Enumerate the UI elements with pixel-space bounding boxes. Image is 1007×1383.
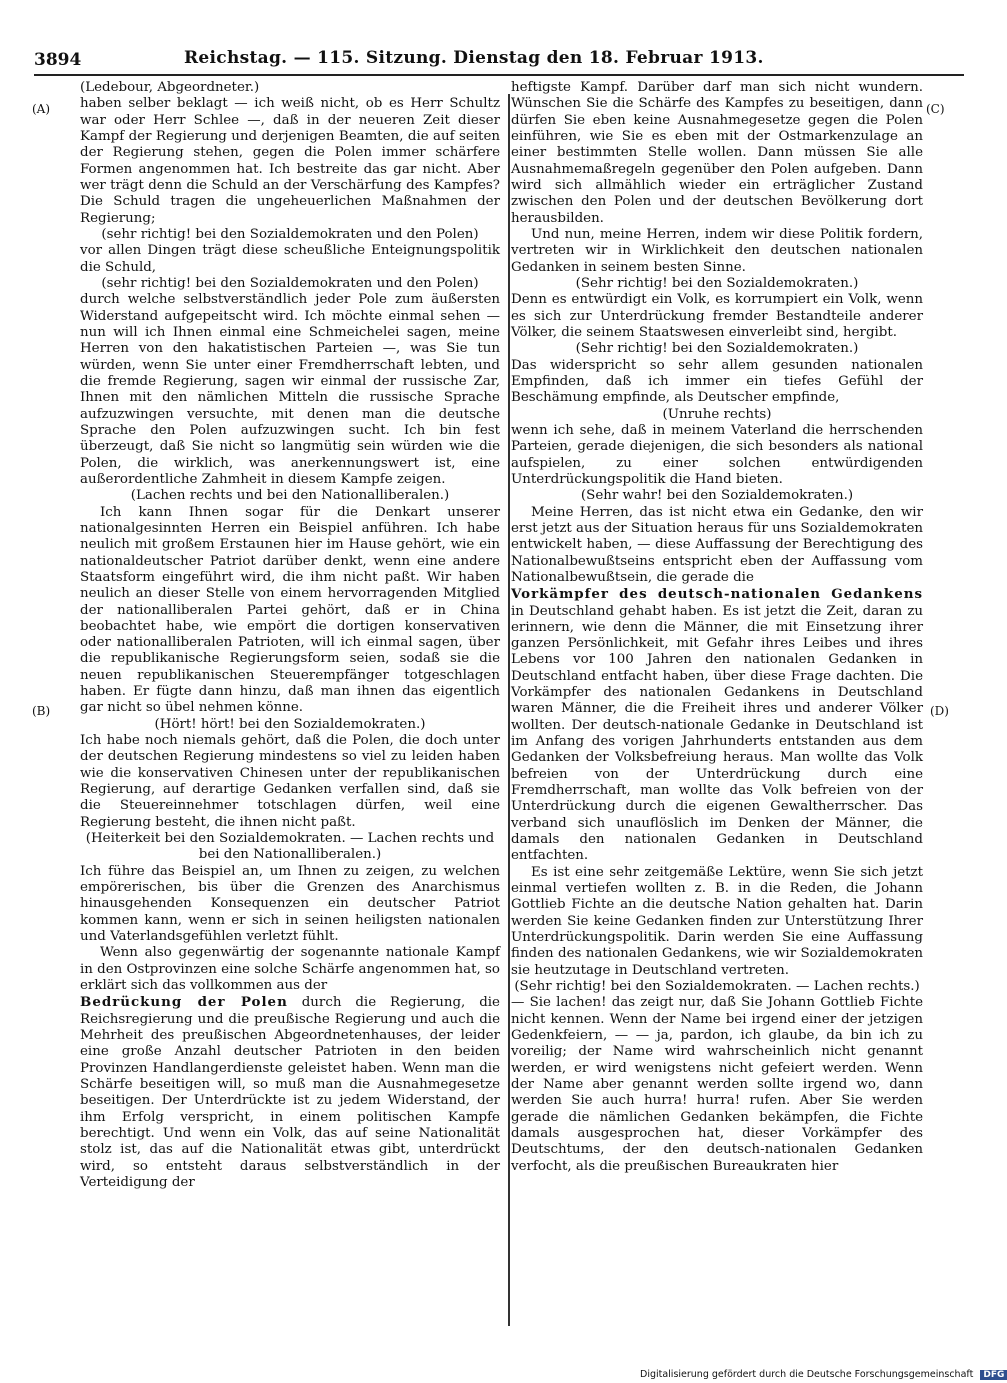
emphasized-phrase: Vorkämpfer des deutsch-nationalen Gedankens — [511, 586, 923, 603]
paragraph: Ich kann Ihnen sogar für die Denkart unserer nationalgesinnten Herren ein Beispiel anführen. Ich habe neulich mit großem Erstaunen hier im Hause gehört, wie ein nationaldeutscher Patriot darüber denkt, wenn eine andere Staatsform eingeführt wird, die ihm nicht paßt. Wir haben neulich an dieser Stelle von einem hervorragenden Mitglied der nationalliberalen Partei gehört, daß er in China beobachtet habe, wie empört die dortigen konservativen oder nationalliberalen Patrioten, will ich einmal sagen, über die republikanische Regierungsform seien, sodaß sie die neuen republikanischen Steuerempfänger totgeschlagen haben. Er fügte dann hinzu, daß man ihnen das eigentlich gar nicht so übel nehmen könne. — [80, 504, 500, 716]
right-column — [511, 80, 923, 1175]
paragraph: Ich habe noch niemals gehört, daß die Polen, die doch unter der deutschen Regierung mindestens so viel zu leiden haben wie die konservativen Chinesen unter der republikanischen Regierung, auf derartige Gedanken verfallen sind, daß sie die Steuereinnehmer totschlagen dürfen, weil eine Regierung besteht, die ihnen nicht paßt. — [80, 733, 500, 830]
interjection: (Sehr richtig! bei den Sozialdemokraten.) — [575, 275, 859, 291]
paragraph-text: in Deutschland gehabt haben. Es ist jetzt die Zeit, daran zu erinnern, wie denn die Männer, die mit Einsetzung ihrer ganzen Persönlichkeit, mit Gefahr ihres Leibes und ihres Lebens vor 100 Jahren den nationalen Gedanken in Deutschland entfacht haben, über diese Frage dachten. Die Vorkämpfer des nationalen Gedankens in Deutschland waren Männer, die die Freiheit ihres und anderer Völker wollten. Der deutsch-nationale Gedanke in Deutschland ist im Anfang des vorigen Jahrhunderts entstanden aus dem Gedanken der Volksbefreiung heraus. Man wollte das Volk befreien von der Unterdrückung durch eine Fremdherrschaft, man wollte das Volk befreien von der Unterdrückung durch die eigenen Gewaltherrscher. Das verband sich unauflöslich im Denken der Männer, die damals den nationalen Gedanken in Deutschland entfachten. — [511, 603, 923, 864]
interjection: (Hört! hört! bei den Sozialdemokraten.) — [154, 716, 426, 732]
footer-credit — [640, 1369, 1005, 1380]
paragraph: Meine Herren, das ist nicht etwa ein Gedanke, den wir erst jetzt aus der Situation heraus für uns Sozialdemokraten entwickelt haben, — diese Auffassung der Berechtigung des Nationalbewußtseins entspricht eben der Auffassung vom Nationalbewußtsein, die gerade die — [511, 504, 923, 585]
paragraph: haben selber beklagt — ich weiß nicht, ob es Herr Schultz war oder Herr Schlee —, daß in der neueren Zeit dieser Kampf der Regierung und derjenigen Beamten, die auf seiten der Regierung stehen, gegen die Polen immer schärfere Formen angenommen hat. Ich bestreite das gar nicht. Aber wer trägt denn die Schuld an der Verschärfung des Kampfes? Die Schuld tragen die ungeheuerlichen Maßnahmen der Regierung; — [80, 96, 500, 226]
running-head: Reichstag. — 115. Sitzung. Dienstag den 18. Februar 1913. — [184, 48, 764, 68]
paragraph: vor allen Dingen trägt diese scheußliche Enteignungspolitik die Schuld, — [80, 243, 500, 275]
interjection: (Sehr richtig! bei den Sozialdemokraten.) — [575, 341, 859, 357]
paragraph: Und nun, meine Herren, indem wir diese Politik fordern, vertreten wir in Wirklichkeit den deutschen nationalen Gedanken in seinem besten Sinne. — [511, 226, 923, 275]
footer-text: Digitalisierung gefördert durch die Deutsche Forschungsgemeinschaft — [640, 1369, 974, 1380]
margin-marker-d: (D) — [930, 704, 949, 718]
interjection: (Sehr wahr! bei den Sozialdemokraten.) — [580, 488, 854, 504]
interjection: (Sehr richtig! bei den Sozialdemokraten. — Lachen rechts.) — [514, 979, 920, 995]
interjection: (Unruhe rechts) — [662, 406, 772, 422]
paragraph: — Sie lachen! das zeigt nur, daß Sie Johann Gottlieb Fichte nicht kennen. Wenn der Name bei irgend einer der jetzigen Gedenkfeiern, — — ja, pardon, ich glaube, da bin ich zu voreilig; der Name wird wahrscheinlich nicht genannt werden, er wird wenigstens nicht gefeiert werden. Wenn der Name aber genannt werden sollte irgend wo, dann werden Sie auch hurra! hurra! rufen. Aber Sie werden gerade die nämlichen Gedanken bekämpfen, die Fichte damals ausgesprochen hat, dieser Vorkämpfer des Deutschtums, der den deutsch-nationalen Gedanken verfocht, als die preußischen Bureaukraten hier — [511, 995, 923, 1174]
interjection: (sehr richtig! bei den Sozialdemokraten und den Polen) — [101, 275, 479, 291]
margin-marker-b: (B) — [32, 704, 51, 718]
paragraph — [80, 994, 500, 1191]
paragraph: Das widerspricht so sehr allem gesunden nationalen Empfinden, daß ich immer ein tiefes Gefühl der Beschämung empfinde, als Deutscher empfinde, — [511, 357, 923, 406]
left-column — [80, 80, 500, 1191]
column-divider — [508, 94, 510, 1326]
paragraph — [511, 586, 923, 865]
paragraph: Denn es entwürdigt ein Volk, es korrumpiert ein Volk, wenn es sich zur Unterdrückung fremder Bestandteile anderer Völker, die seinem Staatswesen einverleibt sind, hergibt. — [511, 292, 923, 340]
interjection: (Heiterkeit bei den Sozialdemokraten. — Lachen rechts und bei den Nationalliberalen.) — [85, 831, 495, 863]
emphasized-phrase: Bedrückung der Polen — [80, 994, 288, 1011]
dfg-logo: DFG — [980, 1370, 1007, 1380]
paragraph: Wenn also gegenwärtig der sogenannte nationale Kampf in den Ostprovinzen eine solche Schärfe angenommen hat, so erklärt sich das vollkommen aus der — [80, 945, 500, 994]
margin-marker-c: (C) — [926, 102, 945, 116]
paragraph: Ich führe das Beispiel an, um Ihnen zu zeigen, zu welchen empörerischen, bis über die Grenzen des Anarchismus hinausgehenden Konsequenzen ein deutscher Patriot kommen kann, wenn er sich in seinen heiligsten nationalen und Vaterlandsgefühlen verletzt fühlt. — [80, 863, 500, 945]
page-header — [34, 48, 964, 72]
interjection: (sehr richtig! bei den Sozialdemokraten und den Polen) — [101, 226, 479, 242]
interjection: (Lachen rechts und bei den Nationalliberalen.) — [130, 488, 450, 504]
header-rule — [34, 74, 964, 76]
speaker-line: (Ledebour, Abgeordneter.) — [80, 80, 260, 95]
margin-marker-a: (A) — [32, 102, 51, 116]
page-number: 3894 — [34, 50, 82, 70]
paragraph: wenn ich sehe, daß in meinem Vaterland die herrschenden Parteien, gerade diejenigen, die sich besonders als national aufspielen, zu einer solchen entwürdigenden Unterdrückungspolitik die Hand bieten. — [511, 422, 923, 487]
paragraph: Es ist eine sehr zeitgemäße Lektüre, wenn Sie sich jetzt einmal vertiefen wollten z. B. in die Reden, die Johann Gottlieb Fichte an die deutsche Nation gehalten hat. Darin werden Sie keine Gedanken finden zur Unterstützung Ihrer Unterdrückungspolitik. Darin werden Sie eine Auffassung finden des nationalen Gedankens, wie wir Sozialdemokraten sie heutzutage in Deutschland vertreten. — [511, 864, 923, 978]
paragraph-text: durch die Regierung, die Reichsregierung und die preußische Regierung und auch die Mehrheit des preußischen Abgeordnetenhauses, der leider eine große Anzahl deutscher Patrioten in den beiden Provinzen Handlangerdienste geleistet haben. Wenn man die Schärfe beseitigen will, so muß man die Ausnahmegesetze beseitigen. Der Unterdrückte ist zu jedem Widerstand, der ihm Erfolg verspricht, in einem politischen Kampfe berechtigt. Und wenn ein Volk, das auf seine Nationalität stolz ist, das auf die Nationalität etwas gibt, unterdrückt wird, so entsteht daraus selbstverständlich in der Verteidigung der — [80, 995, 500, 1190]
paragraph: durch welche selbstverständlich jeder Pole zum äußersten Widerstand aufgepeitscht wird. Ich möchte einmal sehen — nun will ich Ihnen einmal eine Schmeichelei sagen, meine Herren von den hakatistischen Parteien —, was Sie tun würden, wenn Sie unter einer Fremdherrschaft lebten, und die fremde Regierung, sagen wir einmal der russische Zar, Ihnen mit den nämlichen Mitteln die russische Sprache aufzuzwingen versuchte, mit denen man die deutsche Sprache den Polen aufzuzwingen sucht. Ich bin fest überzeugt, daß Sie nicht so langmütig sein würden wie die Polen, die wirklich, was anerkennungswert ist, eine außerordentliche Zahmheit in diesem Kampfe zeigen. — [80, 292, 500, 487]
paragraph: heftigste Kampf. Darüber darf man sich nicht wundern. Wünschen Sie die Schärfe des Kampfes zu beseitigen, dann dürfen Sie eben keine Ausnahmegesetze gegen die Polen einführen, wie Sie es eben mit der Ostmarkenzulage an einer bestimmten Stelle wollen. Dann müssen Sie alle Ausnahmemaßregeln gegenüber den Polen aufgeben. Dann wird sich allmählich wieder ein erträglicher Zustand zwischen den Polen und der deutschen Bevölkerung dort herausbilden. — [511, 80, 923, 226]
